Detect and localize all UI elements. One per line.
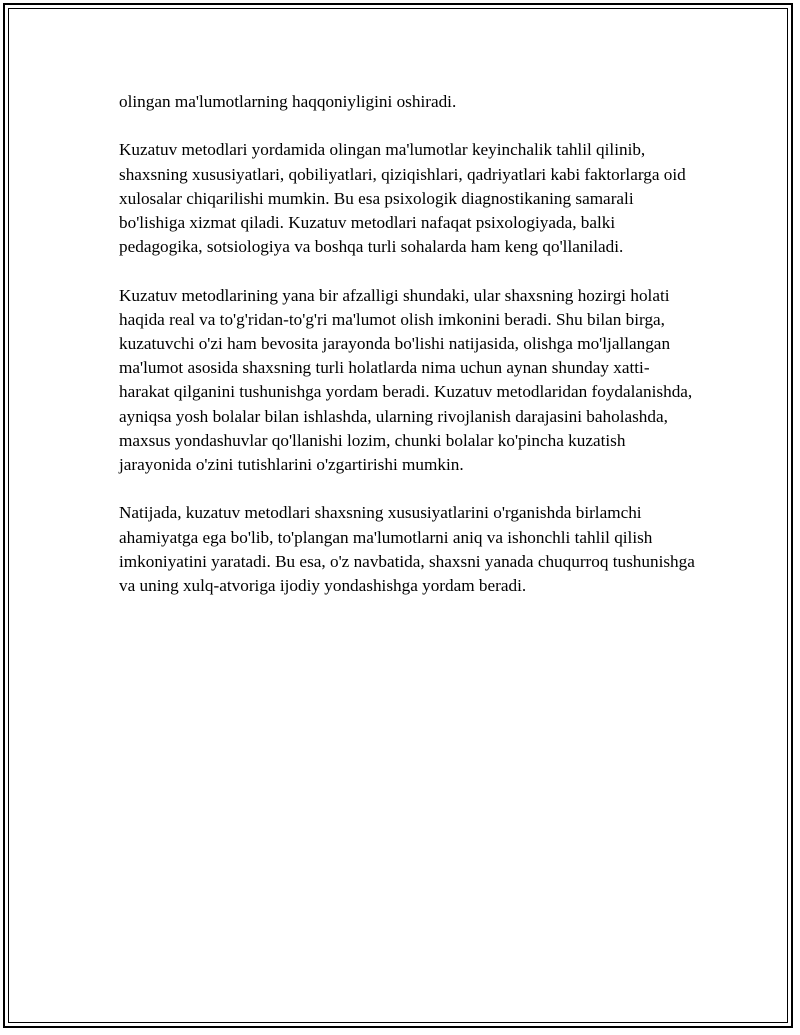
document-body bbox=[119, 90, 699, 622]
paragraph-3: Kuzatuv metodlarining yana bir afzalligi shundaki, ular shaxsning hozirgi holati haqida real va to'g'ridan-to'g'ri ma'lumot olish imkonini beradi. Shu bilan birga, kuzatuvchi o'zi ham bevosita jarayonda bo'lishi natijasida, olishga mo'ljallangan ma'lumot asosida shaxsning turli holatlarda nima uchun aynan shunday xatti-harakat qilganini tushunishga yordam beradi. Kuzatuv metodlaridan foydalanishda, ayniqsa yosh bolalar bilan ishlashda, ularning rivojlanish darajasini baholashda, maxsus yondashuvlar qo'llanishi lozim, chunki bolalar ko'pincha kuzatish jarayonida o'zini tutishlarini o'zgartirishi mumkin. bbox=[119, 285, 693, 475]
paragraph-4: Natijada, kuzatuv metodlari shaxsning xususiyatlarini o'rganishda birlamchi ahamiyatga ega bo'lib, to'plangan ma'lumotlarni aniq va ishonchli tahlil qilish imkoniyatini yaratadi. Bu esa, o'z navbatida, shaxsni yanada chuqurroq tushunishga va uning xulq-atvoriga ijodiy yondashishga yordam beradi. bbox=[119, 503, 695, 596]
paragraph-2: Kuzatuv metodlari yordamida olingan ma'lumotlar keyinchalik tahlil qilinib, shaxsning xususiyatlari, qobiliyatlari, qiziqishlari, qadriyatlari kabi faktorlarga oid xulosalar chiqarilishi mumkin. Bu esa psixologik diagnostikaning samarali bo'lishiga xizmat qiladi. Kuzatuv metodlari nafaqat psixologiyada, balki pedagogika, sotsiologiya va boshqa turli sohalarda ham keng qo'llaniladi. bbox=[119, 140, 686, 257]
paragraph-1: olingan ma'lumotlarning haqqoniyligini oshiradi. bbox=[119, 92, 457, 111]
